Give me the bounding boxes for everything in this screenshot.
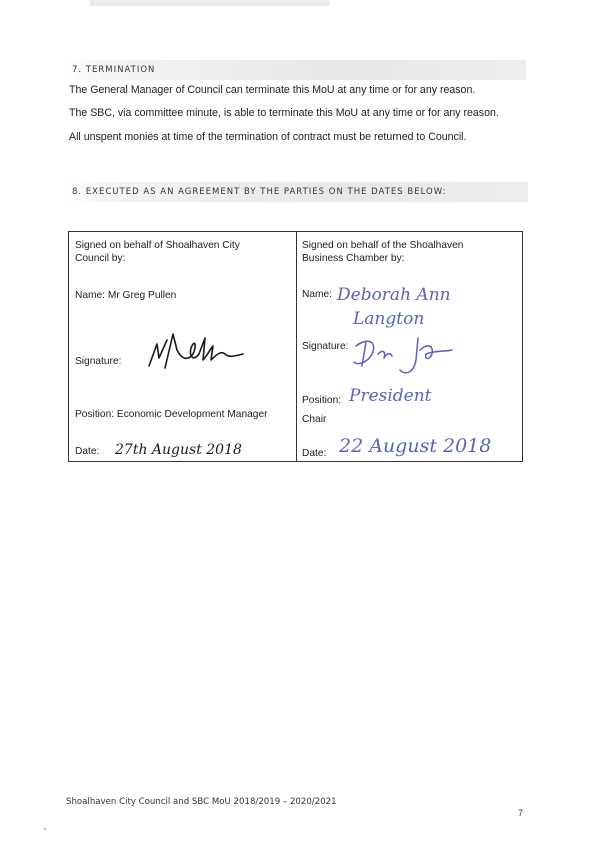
chamber-signature-label: Signature: [302,341,349,352]
scan-speck [44,828,46,830]
chamber-date-handwriting [337,426,523,462]
termination-line-2: The SBC, via committee minute, is able to terminate this MoU at any time or for any reason. [69,107,499,119]
council-header-line-2: Council by: [75,253,126,264]
chamber-position-label: Position: [302,395,342,406]
signature-table [68,231,523,462]
council-date-label: Date: [75,446,100,457]
chamber-position-handwriting [347,380,487,410]
termination-line-1: The General Manager of Council can terminate this MoU at any time or for any reason. [69,84,476,96]
footer-text: Shoalhaven City Council and SBC MoU 2018/2019 – 2020/2021 [66,797,337,807]
svg-text:Deborah Ann: Deborah Ann [337,285,451,305]
chamber-name-handwriting [333,278,493,330]
chamber-name-label: Name: [302,289,333,300]
termination-line-3: All unspent monies at time of the termination of contract must be returned to Council. [69,131,467,143]
chamber-date-label: Date: [302,448,327,459]
scan-smudge [90,0,330,6]
termination-heading: 7. TERMINATION [68,60,526,80]
svg-text:President: President [349,386,432,406]
council-signature-label: Signature: [75,356,122,367]
svg-text:27th August 2018: 27th August 2018 [115,442,242,458]
council-signature-cell [69,232,297,462]
chamber-header-line-1: Signed on behalf of the Shoalhaven [302,240,464,251]
council-position: Position: Economic Development Manager [75,409,268,420]
council-name: Name: Mr Greg Pullen [75,290,177,301]
council-date-handwriting [111,435,271,461]
chamber-signature-cell [297,232,523,462]
council-signature-image [143,328,253,378]
execution-heading: 8. EXECUTED AS AN AGREEMENT BY THE PARTIES ON THE DATES BELOW: [68,182,528,202]
page-number: 7 [518,808,524,818]
svg-text:22 August 2018: 22 August 2018 [339,435,492,457]
chamber-header-line-2: Business Chamber by: [302,253,405,264]
svg-text:Langton: Langton [353,309,425,329]
chamber-position-chair: Chair [302,414,327,425]
council-header-line-1: Signed on behalf of Shoalhaven City [75,240,240,251]
chamber-signature-image [352,332,482,382]
